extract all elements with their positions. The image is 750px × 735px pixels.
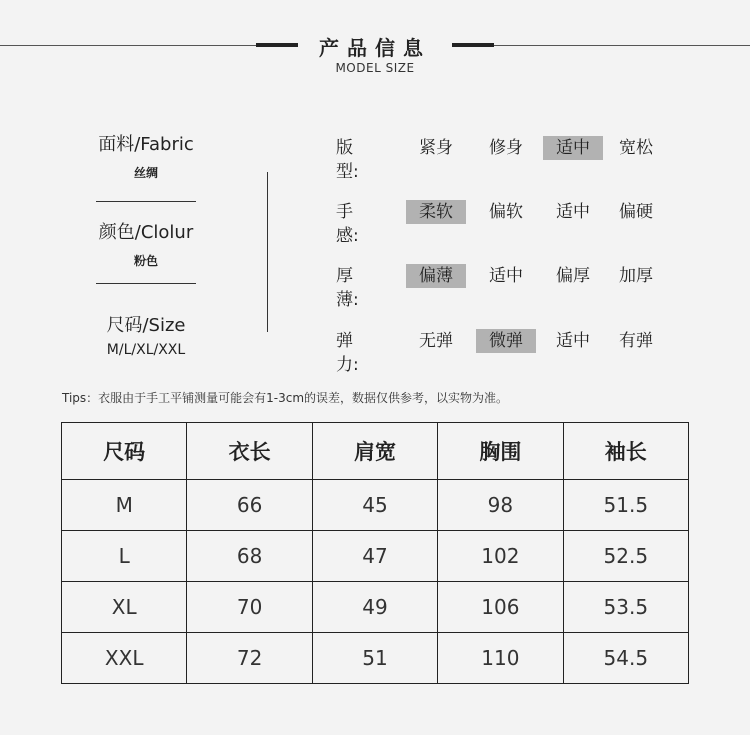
table-cell: 106 (438, 582, 563, 633)
table-cell: 47 (312, 531, 437, 582)
table-cell: 70 (187, 582, 312, 633)
attr-option-selected: 微弹 (476, 329, 536, 353)
table-cell: 49 (312, 582, 437, 633)
color-label: 颜色/Clolur (98, 222, 194, 243)
attr-option: 偏硬 (619, 202, 653, 222)
page-subtitle: MODEL SIZE (335, 61, 415, 75)
table-cell: L (62, 531, 187, 582)
attr-label-fit: 版型: (336, 138, 359, 182)
table-cell: 66 (187, 480, 312, 531)
table-cell: 51 (312, 633, 437, 684)
table-header-cell: 尺码 (62, 423, 187, 480)
attr-option: 加厚 (619, 266, 653, 286)
attr-label-thickness: 厚薄: (336, 266, 359, 310)
table-cell: 54.5 (563, 633, 688, 684)
attr-label-elasticity: 弹力: (336, 331, 359, 375)
size-value: M/L/XL/XXL (106, 342, 186, 358)
attr-option: 紧身 (419, 138, 453, 158)
table-row (62, 480, 689, 531)
info-divider-2 (96, 283, 196, 284)
attr-option-selected: 偏薄 (406, 264, 466, 288)
table-row (62, 531, 689, 582)
info-divider-1 (96, 201, 196, 202)
attr-option: 偏厚 (556, 266, 590, 286)
attr-option: 无弹 (419, 331, 453, 351)
table-header-cell: 肩宽 (312, 423, 437, 480)
table-header-cell: 袖长 (563, 423, 688, 480)
fabric-value: 丝绸 (133, 166, 158, 180)
attr-option: 适中 (556, 331, 590, 351)
attr-option: 有弹 (619, 331, 653, 351)
table-row (62, 633, 689, 684)
attr-option: 偏软 (489, 202, 523, 222)
attr-option-selected: 柔软 (406, 200, 466, 224)
attr-label-feel: 手感: (336, 202, 359, 246)
vertical-divider (267, 172, 268, 332)
fabric-label: 面料/Fabric (98, 134, 194, 155)
table-cell: M (62, 480, 187, 531)
table-row (62, 582, 689, 633)
table-cell: XL (62, 582, 187, 633)
table-cell: 110 (438, 633, 563, 684)
table-cell: 45 (312, 480, 437, 531)
tips-note: Tips：衣服由于手工平铺测量可能会有1-3cm的误差，数据仅供参考，以实物为准。 (62, 391, 509, 405)
attr-option: 宽松 (619, 138, 653, 158)
attr-option: 适中 (556, 202, 590, 222)
table-cell: 51.5 (563, 480, 688, 531)
page-title: 产品信息 (319, 36, 431, 60)
attr-option: 修身 (489, 138, 523, 158)
attr-option: 适中 (489, 266, 523, 286)
size-table (61, 422, 689, 684)
table-cell: 98 (438, 480, 563, 531)
table-header-row (62, 423, 689, 480)
table-cell: 68 (187, 531, 312, 582)
table-cell: XXL (62, 633, 187, 684)
color-value: 粉色 (133, 254, 158, 268)
attr-option-selected: 适中 (543, 136, 603, 160)
table-header-cell: 衣长 (187, 423, 312, 480)
size-label: 尺码/Size (106, 315, 186, 336)
table-cell: 53.5 (563, 582, 688, 633)
table-cell: 72 (187, 633, 312, 684)
table-header-cell: 胸围 (438, 423, 563, 480)
table-cell: 102 (438, 531, 563, 582)
table-cell: 52.5 (563, 531, 688, 582)
